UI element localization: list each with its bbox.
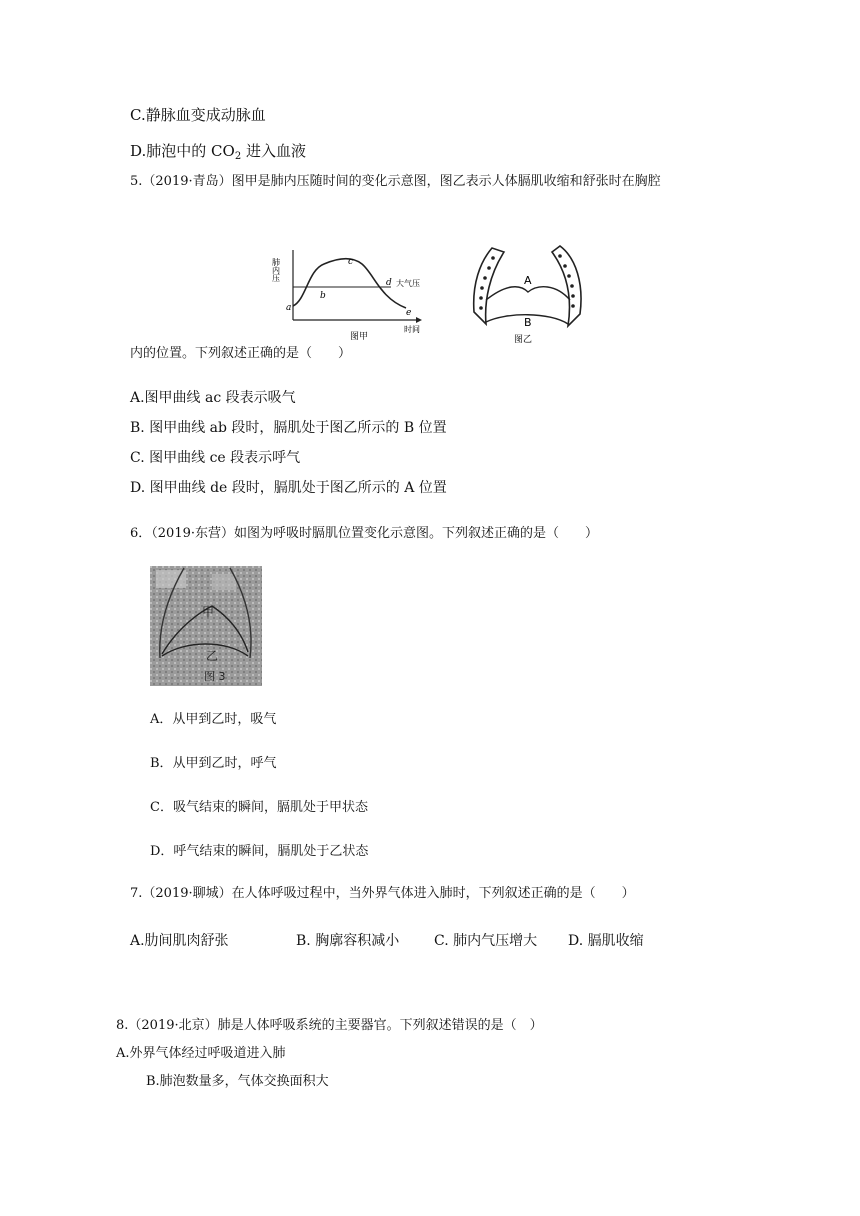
q6-stem: 6．（2019·东营）如图为呼吸时膈肌位置变化示意图。下列叙述正确的是（ ） <box>130 526 598 541</box>
jia-point-c: c <box>348 257 354 267</box>
jia-ref-label: 大气压 <box>396 279 420 288</box>
jia-ylabel: 肺内压 <box>271 258 281 282</box>
yi-caption: 图乙 <box>514 335 533 345</box>
yi-label-b: B <box>524 316 532 329</box>
figure-jia-pressure-curve <box>271 240 452 344</box>
jia-point-e: e <box>406 308 412 318</box>
q7-options <box>0 930 860 952</box>
q5-option-c: C. 图甲曲线 ce 段表示呼气 <box>130 450 301 466</box>
jia-point-d: d <box>386 278 392 288</box>
yi-label-a: A <box>524 274 532 287</box>
q6-option-b: B．从甲到乙时，呼气 <box>150 756 277 771</box>
q5-option-d: D. 图甲曲线 de 段时，膈肌处于图乙所示的 A 位置 <box>130 480 447 496</box>
q7-option-d: D. 膈肌收缩 <box>568 933 644 949</box>
q5-option-a: A.图甲曲线 ac 段表示吸气 <box>130 390 296 406</box>
q4-option-d: D.肺泡中的 $CO_2$ 进入血液 <box>130 142 306 162</box>
photo-label-yi: 乙 <box>206 649 219 663</box>
photo-label-jia: 甲 <box>202 605 215 619</box>
q7-option-a: A.肋间肌肉舒张 <box>130 933 229 949</box>
jia-point-a: a <box>286 303 292 313</box>
q8-option-a: A.外界气体经过呼吸道进入肺 <box>116 1046 286 1061</box>
q7-option-c: C. 肺内气压增大 <box>434 933 538 949</box>
q7-stem: 7.（2019·聊城）在人体呼吸过程中，当外界气体进入肺时，下列叙述正确的是（ ） <box>130 886 635 901</box>
q5-stem: 5.（2019·青岛）图甲是肺内压随时间的变化示意图，图乙表示人体膈肌收缩和舒张时在胸腔 <box>130 174 661 189</box>
q8-option-b: B.肺泡数量多，气体交换面积大 <box>146 1074 329 1089</box>
figure-yi-diaphragm <box>466 240 596 344</box>
jia-point-b: b <box>320 291 326 301</box>
q4-option-c: C.静脉血变成动脉血 <box>130 106 266 124</box>
q7-option-b: B. 胸廓容积减小 <box>296 933 400 949</box>
figure-diaphragm-photo <box>150 566 262 686</box>
q8-stem: 8.（2019·北京）肺是人体呼吸系统的主要器官。下列叙述错误的是（ ） <box>116 1018 543 1033</box>
q5-option-b: B. 图甲曲线 ab 段时，膈肌处于图乙所示的 B 位置 <box>130 420 447 436</box>
q6-option-d: D．呼气结束的瞬间，膈肌处于乙状态 <box>150 844 369 859</box>
q6-option-c: C．吸气结束的瞬间，膈肌处于甲状态 <box>150 800 368 815</box>
q6-option-a: A．从甲到乙时，吸气 <box>150 712 277 727</box>
q5-stem-continued: 内的位置。下列叙述正确的是（ ） <box>130 346 352 361</box>
photo-caption: 图 3 <box>204 670 226 683</box>
jia-caption: 图甲 <box>350 332 369 342</box>
jia-xlabel: 时间 <box>404 325 420 334</box>
